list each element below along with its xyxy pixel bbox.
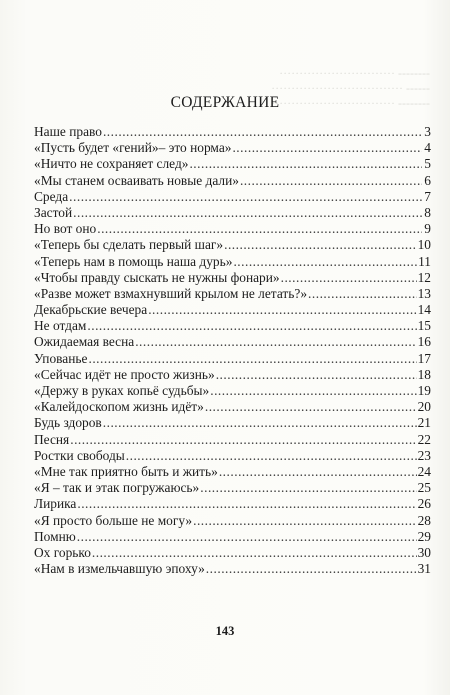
toc-entry	[34, 480, 431, 496]
toc-entry-title: Лирика	[34, 496, 77, 512]
toc-entry	[34, 302, 431, 318]
toc-entry	[34, 448, 431, 464]
toc-entry-page: 6	[424, 172, 431, 188]
toc-entry-title: Будь здоров	[34, 415, 102, 431]
toc-entry-title: Песня	[34, 431, 70, 447]
toc-entry-page: 31	[417, 561, 431, 577]
toc-entry-page: 19	[417, 383, 431, 398]
toc-entry	[34, 254, 431, 270]
toc-entry	[34, 334, 431, 350]
toc-entry-title: Помню	[34, 528, 76, 544]
dot-leader	[87, 318, 416, 334]
toc-entry-title: «Пусть будет «гений»– это норма»	[34, 140, 232, 156]
toc-entry-title: «Сейчас идёт не просто жизнь»	[34, 366, 215, 382]
toc-entry	[34, 173, 431, 189]
dot-leader	[103, 415, 417, 431]
toc-entry	[34, 205, 431, 221]
dot-leader	[189, 156, 422, 172]
dot-leader	[216, 367, 417, 383]
toc-entry-page: 15	[417, 318, 431, 334]
dot-leader	[210, 383, 416, 399]
toc-entry	[34, 221, 431, 237]
toc-entry-page: 23	[417, 447, 431, 463]
toc-entry-page: 30	[417, 544, 431, 560]
toc-entry-title: Ох горько	[34, 544, 91, 560]
toc-entry-title: «Ничто не сохраняет след»	[34, 156, 189, 172]
toc-entry-page: 16	[417, 334, 431, 350]
dot-leader	[88, 351, 416, 367]
toc-entry-page: 25	[417, 480, 431, 496]
toc-entry-title: «Разве может взмахнувший крылом не летать?»	[34, 285, 308, 301]
dot-leader	[73, 205, 422, 221]
dot-leader	[233, 254, 417, 270]
toc-entry	[34, 561, 431, 577]
dot-leader	[219, 464, 417, 480]
toc-entry-title: «Мы станем осваивать новые дали»	[34, 172, 239, 188]
toc-entry-title: Декабрьские вечера	[34, 302, 148, 318]
toc-entry-page: 17	[417, 350, 431, 366]
toc-entry	[34, 464, 431, 480]
toc-entry-page: 10	[417, 237, 431, 253]
toc-entry-page: 11	[418, 253, 431, 269]
dot-leader	[232, 140, 422, 156]
toc-entry-title: Застой	[34, 204, 73, 220]
toc-entry	[34, 367, 431, 383]
dot-leader	[193, 513, 417, 529]
dot-leader	[77, 496, 416, 512]
toc-entry-page: 5	[424, 156, 431, 172]
toc-entry-page: 4	[424, 140, 431, 156]
toc-entry-page: 26	[417, 496, 431, 512]
toc-entry-title: Наше право	[34, 124, 102, 139]
dot-leader	[97, 221, 422, 237]
toc-entry-title: «Я – так и этак погружаюсь»	[34, 480, 200, 496]
dot-leader	[126, 448, 417, 464]
dot-leader	[224, 237, 417, 253]
dot-leader	[92, 545, 417, 561]
dot-leader	[240, 173, 422, 189]
toc-entry-page: 8	[424, 204, 431, 220]
toc-entry-page: 18	[417, 366, 431, 382]
toc-entry	[34, 189, 431, 205]
toc-entry-page: 22	[417, 431, 431, 447]
toc-entry	[34, 513, 431, 529]
toc-entry-page: 28	[417, 512, 431, 528]
toc-entry	[34, 140, 431, 156]
toc-entry-title: «Теперь нам в помощь наша дурь»	[34, 253, 233, 269]
toc-entry	[34, 415, 431, 431]
toc-entry-title: Но вот оно	[34, 221, 97, 237]
toc-entry-title: «Калейдоскопом жизнь идёт»	[34, 399, 204, 415]
toc-entry	[34, 383, 431, 399]
dot-leader	[69, 189, 422, 205]
toc-entry-page: 3	[424, 124, 431, 139]
toc-entry-page: 24	[417, 463, 431, 479]
toc-entry-title: «Чтобы правду сыскать не нужны фонари»	[34, 269, 280, 285]
dot-leader	[308, 286, 417, 302]
dot-leader	[135, 334, 416, 350]
toc-entry-title: Ростки свободы	[34, 447, 125, 463]
toc-entry-title: Ожидаемая весна	[34, 334, 135, 350]
toc-entry	[34, 545, 431, 561]
toc-entry-page: 21	[417, 415, 431, 431]
toc-entry-page: 9	[424, 221, 431, 237]
toc-entry-page: 13	[417, 285, 431, 301]
dot-leader	[70, 432, 416, 448]
dot-leader	[148, 302, 416, 318]
dot-leader	[206, 561, 417, 577]
dot-leader	[200, 480, 416, 496]
toc-entry	[34, 124, 431, 140]
bleed-through-text: -------- ····························· ------ ································· -------- ·······························	[271, 66, 430, 110]
dot-leader	[205, 399, 417, 415]
toc-entry-title: «Я просто больше не могу»	[34, 512, 193, 528]
toc-entry-page: 29	[417, 528, 431, 544]
toc-entry	[34, 318, 431, 334]
toc-entry-page: 7	[424, 188, 431, 204]
toc-entry-page: 20	[417, 399, 431, 415]
toc-entry	[34, 496, 431, 512]
page-number: 143	[215, 624, 235, 638]
dot-leader	[281, 270, 417, 286]
toc-entry-title: «Мне так приятно быть и жить»	[34, 463, 218, 479]
toc-entry-title: Не отдам	[34, 318, 87, 334]
toc-entry-title: «Теперь бы сделать первый шаг»	[34, 237, 224, 253]
toc-entry-title: «Нам в измельчавшую эпоху»	[34, 561, 205, 577]
table-of-contents	[34, 124, 431, 577]
toc-entry	[34, 399, 431, 415]
toc-entry	[34, 432, 431, 448]
toc-entry	[34, 237, 431, 253]
toc-entry	[34, 156, 431, 172]
toc-entry-title: Среда	[34, 188, 69, 204]
toc-entry	[34, 270, 431, 286]
toc-entry	[34, 286, 431, 302]
dot-leader	[77, 529, 417, 545]
page-title: СОДЕРЖАНИЕ	[170, 94, 280, 111]
dot-leader	[103, 124, 422, 140]
toc-entry	[34, 529, 431, 545]
toc-entry-page: 12	[417, 269, 431, 285]
toc-entry-page: 14	[417, 302, 431, 318]
toc-entry-title: Упованье	[34, 350, 88, 366]
toc-entry	[34, 351, 431, 367]
toc-entry-title: «Держу в руках копьё судьбы»	[34, 383, 210, 398]
